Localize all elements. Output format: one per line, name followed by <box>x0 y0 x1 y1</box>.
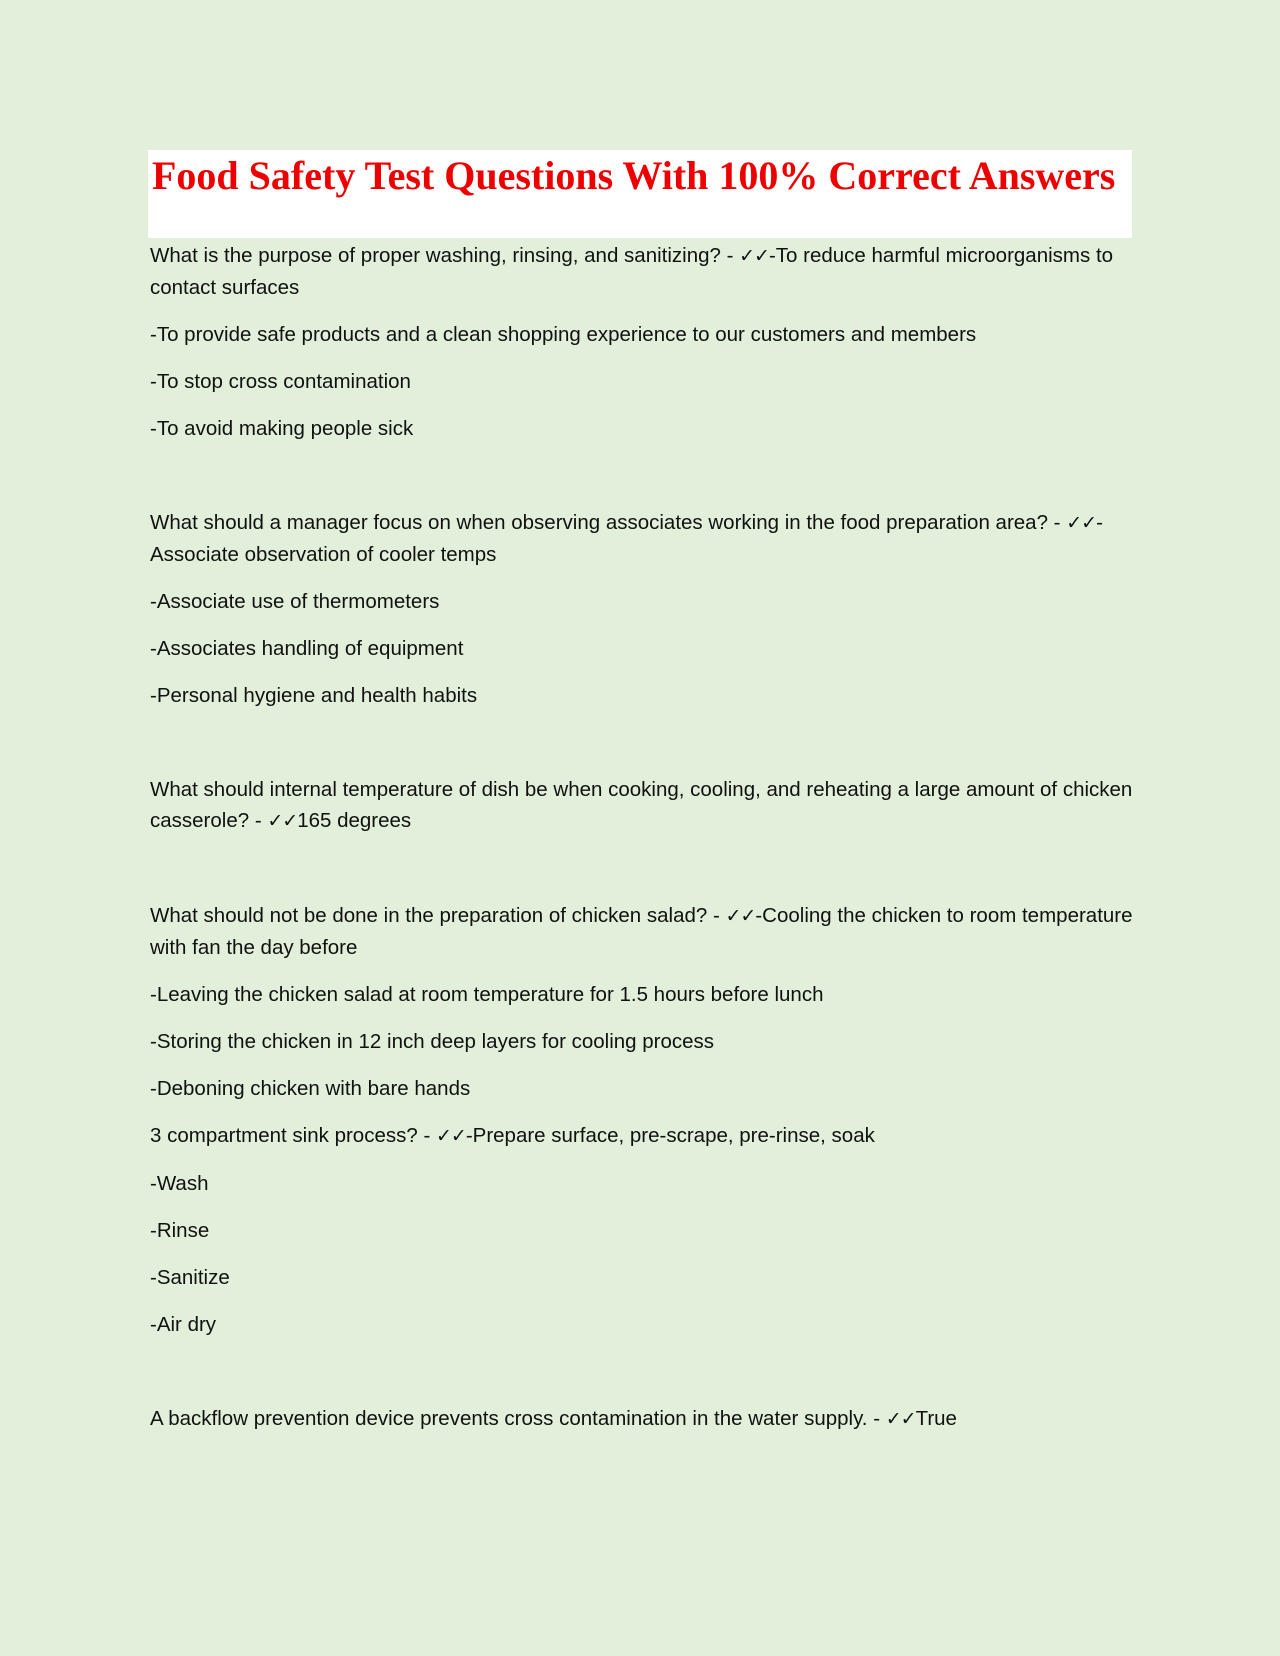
title-box <box>148 150 1132 238</box>
answer-option: -Wash <box>150 1172 209 1195</box>
answer-option: -Deboning chicken with bare hands <box>150 1077 471 1100</box>
answer-option: -To avoid making people sick <box>150 417 414 440</box>
answer-option: -Associates handling of equipment <box>150 637 464 660</box>
answer-text: -Prepare surface, pre-scrape, pre-rinse, soak <box>465 1124 875 1147</box>
double-check-icon: ✓✓ <box>885 1408 916 1430</box>
answer-text: -To reduce harmful microorganisms to contact surfaces <box>150 244 1114 299</box>
question-text: 3 compartment sink process? - <box>150 1124 436 1147</box>
section-spacer <box>150 853 1134 900</box>
question-6 <box>150 1403 1134 1435</box>
question-text: What should internal temperature of dish be when cooking, cooling, and reheating a large amount of chicken casserole? - <box>150 778 1133 832</box>
answer-option: -Air dry <box>150 1313 217 1336</box>
answer-option: -To provide safe products and a clean shopping experience to our customers and members <box>150 323 977 346</box>
question-1 <box>150 240 1134 303</box>
answer-option: -Personal hygiene and health habits <box>150 684 478 707</box>
question-text: What should not be done in the preparation of chicken salad? - <box>150 904 726 927</box>
answer-option: -Storing the chicken in 12 inch deep layers for cooling process <box>150 1030 715 1053</box>
document-title: Food Safety Test Questions With 100% Correct Answers <box>152 153 1116 198</box>
answer-option: -Sanitize <box>150 1266 230 1289</box>
question-5 <box>150 1120 1134 1152</box>
section-spacer <box>150 727 1134 774</box>
answer-option: -Leaving the chicken salad at room temperature for 1.5 hours before lunch <box>150 983 824 1006</box>
section-spacer <box>150 1356 1134 1403</box>
double-check-icon: ✓✓ <box>739 245 769 267</box>
question-4 <box>150 900 1134 963</box>
double-check-icon: ✓✓ <box>435 1125 466 1147</box>
question-text: A backflow prevention device prevents cross contamination in the water supply. - <box>150 1407 886 1430</box>
question-text: What should a manager focus on when observing associates working in the food preparation area? - <box>150 511 1067 534</box>
answer-text: -Associate observation of cooler temps <box>150 511 1103 566</box>
double-check-icon: ✓✓ <box>267 810 298 832</box>
question-3 <box>150 774 1134 837</box>
answer-option: -To stop cross contamination <box>150 370 411 393</box>
answer-text: True <box>915 1407 957 1430</box>
section-spacer <box>150 460 1134 507</box>
double-check-icon: ✓✓ <box>1066 512 1097 534</box>
answer-option: -Associate use of thermometers <box>150 590 440 613</box>
answer-option: -Rinse <box>150 1219 210 1242</box>
question-text: What is the purpose of proper washing, rinsing, and sanitizing? - <box>150 244 740 267</box>
double-check-icon: ✓✓ <box>725 905 756 927</box>
document-body <box>150 240 1134 1451</box>
answer-text: 165 degrees <box>297 809 412 832</box>
answer-text: -Cooling the chicken to room temperature with fan the day before <box>150 904 1133 959</box>
question-2 <box>150 507 1134 570</box>
